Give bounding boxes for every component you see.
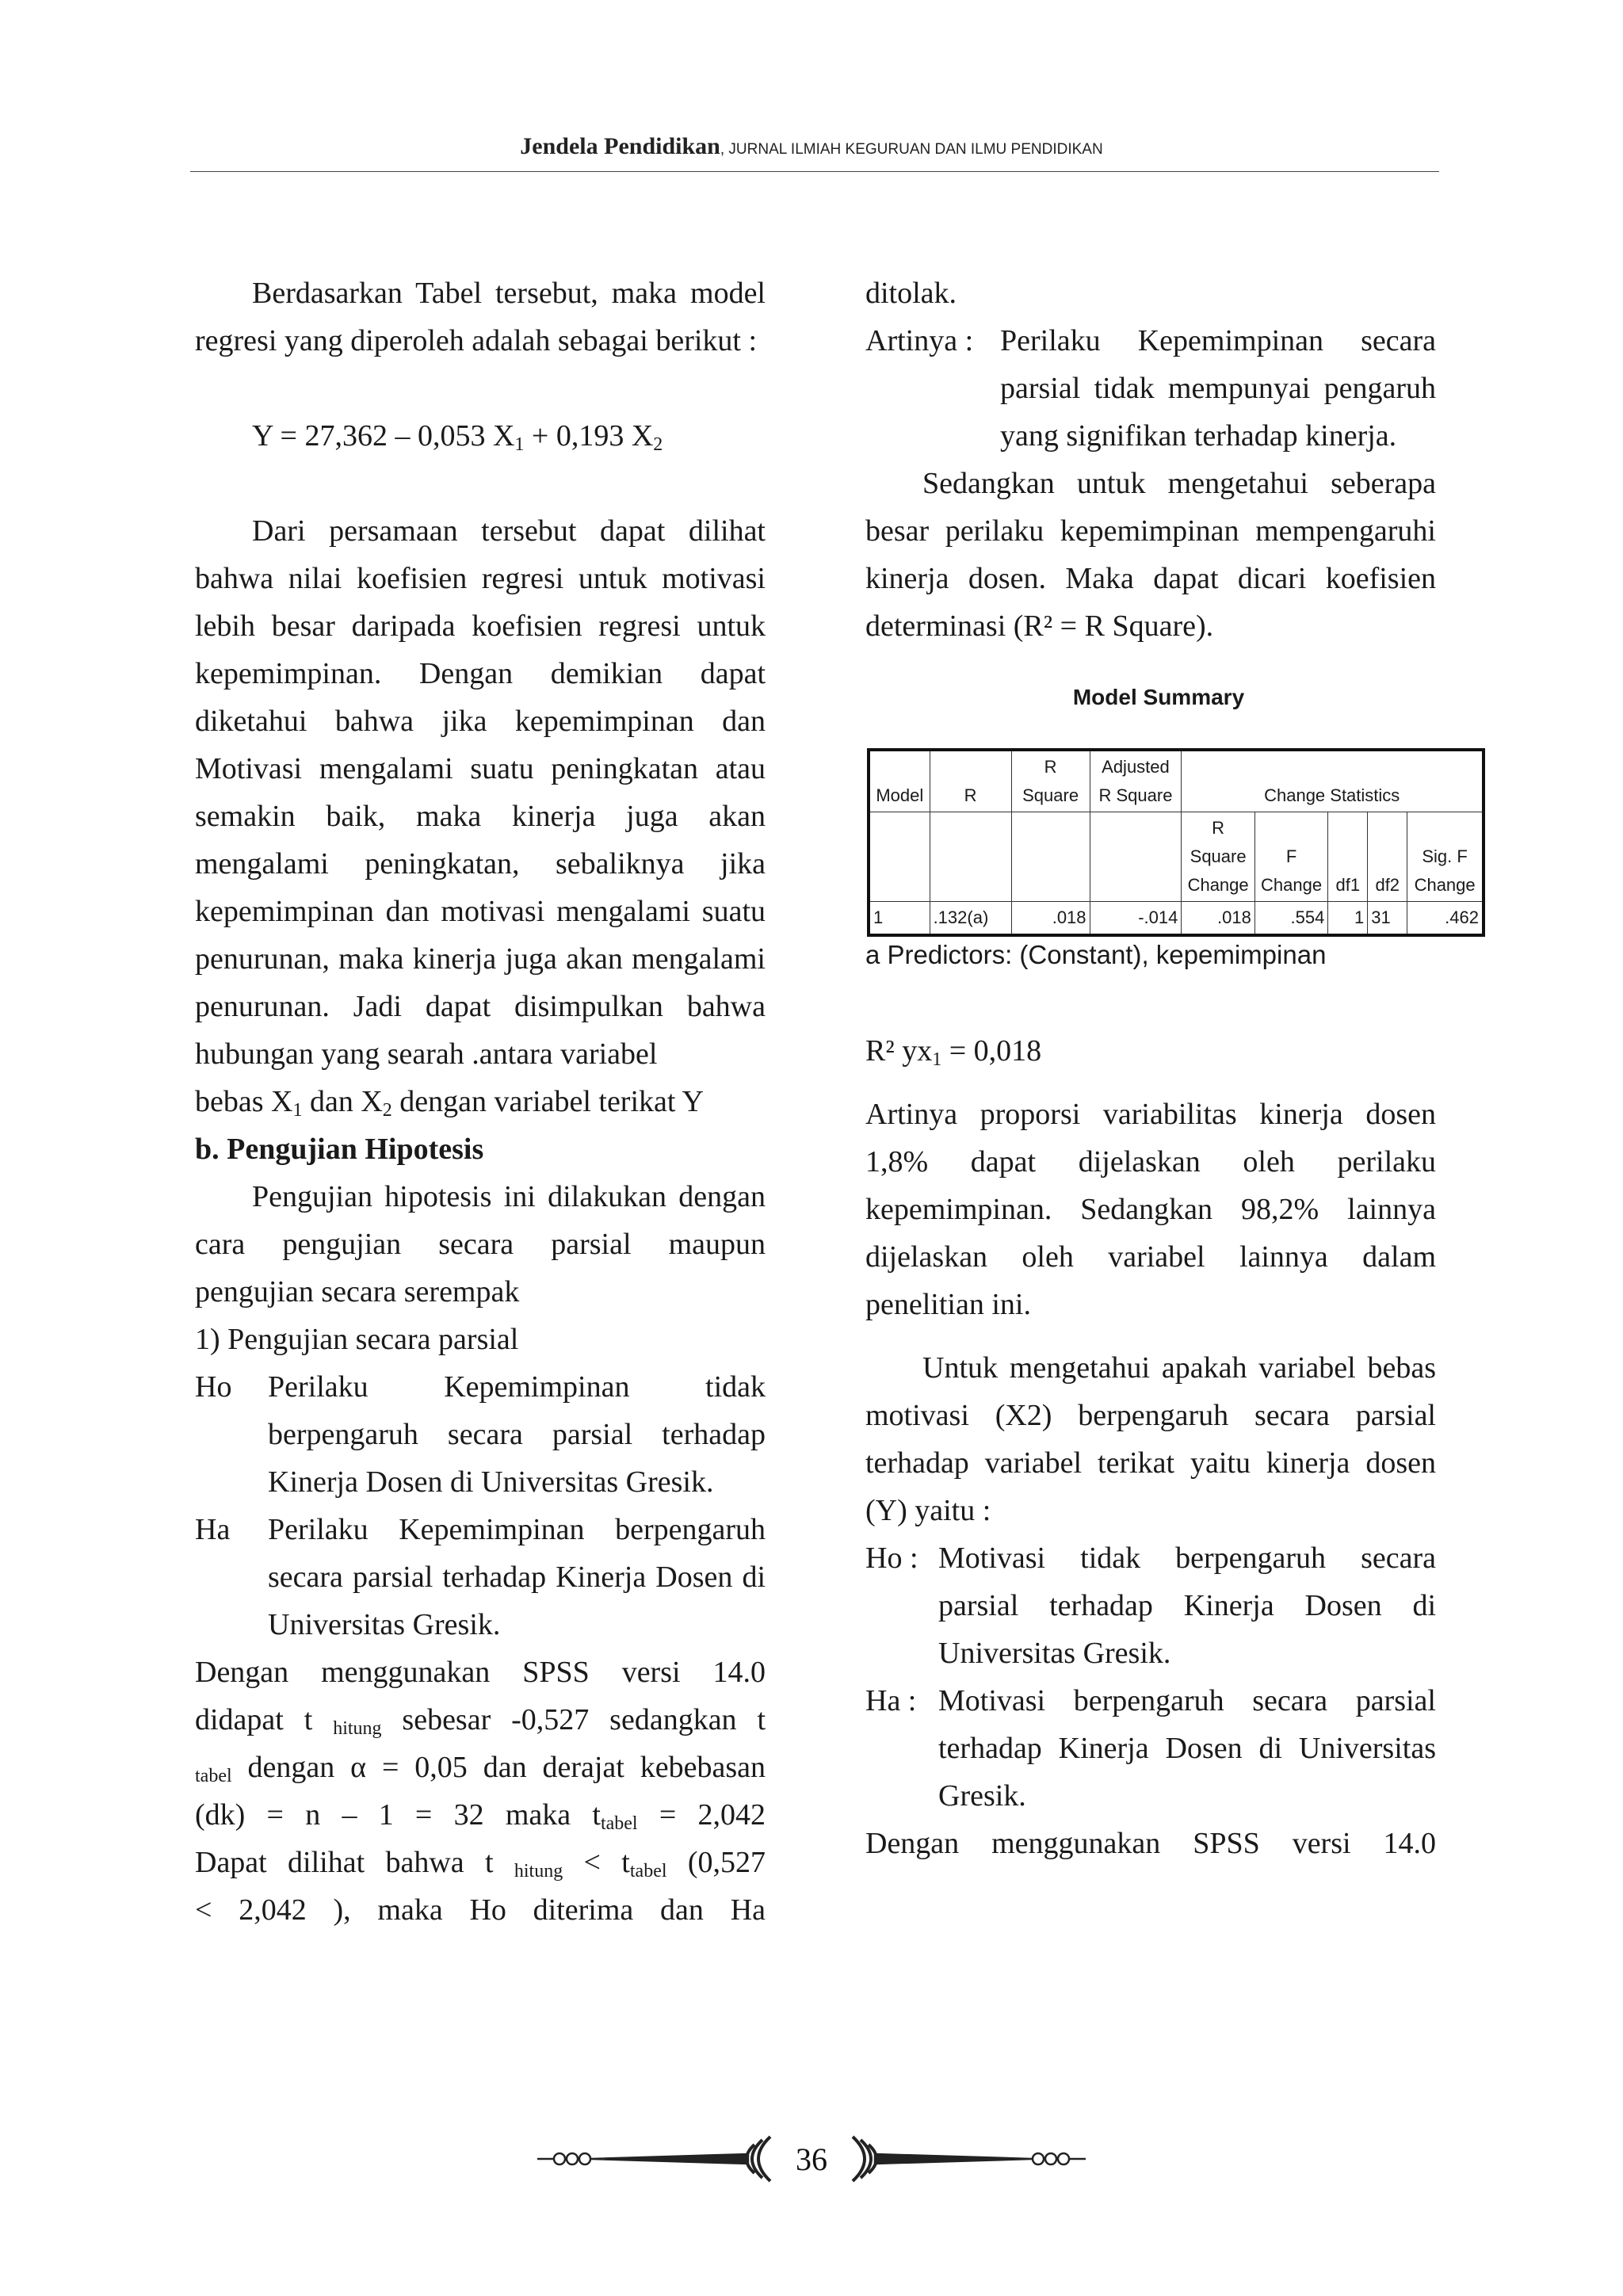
spss-line-1: Dengan menggunakan SPSS versi 14.0 (195, 1656, 766, 1689)
empty-cell (1011, 812, 1090, 902)
ho-label: Ho (195, 1370, 232, 1404)
spacer (865, 713, 1436, 748)
running-header (0, 133, 1623, 160)
table-row (869, 902, 1484, 936)
table-title: Model Summary (1072, 685, 1245, 709)
ho-text: Perilaku Kepemimpinan tidak berpengaruh secara parsial terhadap Kinerja Dosen di Universitas Gresik. (268, 1370, 766, 1499)
ha-text: Perilaku Kepemimpinan berpengaruh secara parsial terhadap Kinerja Dosen di Universitas Gresik. (268, 1513, 766, 1641)
paragraph-proportion: Artinya proporsi variabilitas kinerja dosen 1,8% dapat dijelaskan oleh perilaku kepemimpinan. Sedangkan 98,2% lainnya dijelaskan oleh variabel lainnya dalam penelitian ini. (865, 1098, 1436, 1321)
hypothesis-ha-motivation (865, 1677, 1436, 1820)
paragraph-model-intro: Berdasarkan Tabel tersebut, maka model regresi yang diperoleh adalah sebagai berikut : (195, 277, 766, 357)
empty-cell (869, 812, 930, 902)
ho-text: Motivasi tidak berpengaruh secara parsial terhadap Kinerja Dosen di Universitas Gresik. (938, 1541, 1436, 1670)
ornament-right-icon (853, 2137, 1086, 2181)
spacer (865, 1075, 1436, 1091)
cell-r-square: .018 (1011, 902, 1090, 936)
spss-line-5: Dapat dilihat bahwa t $_{hitung} < t_{tabel}$ (0,527 (195, 1846, 766, 1881)
artinya-label: Artinya : (865, 324, 974, 357)
journal-name: Jendela Pendidikan (520, 133, 720, 159)
table-subheader-row (869, 812, 1484, 902)
spacer (195, 365, 766, 412)
regression-equation: Y = 27,362 – 0,053 $X_1 + 0,193$ $X_2$ (252, 419, 663, 455)
paragraph-hypothesis-intro: Pengujian hipotesis ini dilakukan dengan cara pengujian secara parsial maupun pengujian secara serempak (195, 1180, 766, 1308)
cell-df2: 31 (1368, 902, 1407, 936)
cell-sig-f-change: .462 (1407, 902, 1484, 936)
spss-line-4: (dk) = n – 1 = 32 maka $t_{tabel} = 2,042$ (195, 1798, 766, 1834)
spss-line-6: < 2,042 ), maka Ho diterima dan Ha (195, 1893, 766, 1927)
right-column (865, 269, 1479, 1867)
header-df2: df2 (1368, 812, 1407, 902)
header-change-statistics: Change Statistics (1182, 750, 1484, 812)
spacer (865, 650, 1436, 682)
left-column (195, 269, 766, 1934)
footer-ornament (534, 2127, 1089, 2191)
empty-cell (930, 812, 1011, 902)
list-item-partial-test: 1) Pengujian secara parsial (195, 1323, 519, 1356)
hypothesis-ho-motivation (865, 1534, 1436, 1677)
paragraph-interpretation-end: bebas $X_1$ dan $X_2$ dengan variabel terikat Y (195, 1085, 704, 1121)
paragraph-determination: Sedangkan untuk mengetahui seberapa besar perilaku kepemimpinan mempengaruhi kinerja dosen. Maka dapat dicari koefisien determinasi (R² = R Square). (865, 467, 1436, 643)
spacer (865, 1328, 1436, 1344)
empty-cell (1090, 812, 1182, 902)
paragraph-spss-motivation: Dengan menggunakan SPSS versi 14.0 (865, 1827, 1436, 1860)
header-r: R (930, 750, 1011, 812)
header-adjusted-r-square: Adjusted R Square (1090, 750, 1182, 812)
cell-adjusted-r-square: -.014 (1090, 902, 1182, 936)
spacer (195, 460, 766, 507)
cell-df1: 1 (1328, 902, 1368, 936)
header-model: Model (869, 750, 930, 812)
ha-text: Motivasi berpengaruh secara parsial terhadap Kinerja Dosen di Universitas Gresik. (938, 1684, 1436, 1813)
spss-line-3: $_{tabel}$ dengan α = 0,05 dan derajat kebebasan (195, 1751, 766, 1786)
paragraph-rejected: ditolak. (865, 277, 957, 310)
journal-subtitle: , JURNAL ILMIAH KEGURUAN DAN ILMU PENDIDIKAN (720, 141, 1103, 158)
model-summary-table (867, 748, 1485, 937)
ha-label: Ha : (865, 1684, 917, 1717)
header-df1: df1 (1328, 812, 1368, 902)
section-heading-hypothesis: b. Pengujian Hipotesis (195, 1133, 484, 1166)
table-header-row (869, 750, 1484, 812)
artinya-block (865, 317, 1436, 460)
cell-f-change: .554 (1254, 902, 1327, 936)
header-r-square-change: R Square Change (1182, 812, 1254, 902)
ho-label: Ho : (865, 1541, 918, 1575)
hypothesis-ha (195, 1506, 766, 1648)
paragraph-interpretation: Dari persamaan tersebut dapat dilihat bahwa nilai koefisien regresi untuk motivasi lebih besar daripada koefisien regresi untuk kepemimpinan. Dengan demikian dapat diketahui bahwa jika kepemimpinan dan Motivasi mengalami suatu peningkatan atau semakin baik, maka kinerja juga akan mengalami peningkatan, sebaliknya jika kepemimpinan dan motivasi mengalami suatu penurunan, maka kinerja juga akan mengalami penurunan. Jadi dapat disimpulkan bahwa hubungan yang searah .antara variabel (195, 514, 766, 1071)
spacer (865, 973, 1436, 1027)
page-number: 36 (796, 2141, 827, 2177)
cell-r-square-change: .018 (1182, 902, 1254, 936)
ornament-left-icon (537, 2137, 770, 2181)
paragraph-motivation-test: Untuk mengetahui apakah variabel bebas motivasi (X2) berpengaruh secara parsial terhadap variabel terikat yaitu kinerja dosen (Y) yaitu : (865, 1351, 1436, 1527)
cell-model: 1 (869, 902, 930, 936)
table-footnote: a Predictors: (Constant), kepemimpinan (865, 940, 1327, 969)
spss-line-2: didapat t $_{hitung}$ sebesar -0,527 sedangkan t (195, 1703, 766, 1739)
header-rule (190, 171, 1439, 172)
cell-r: .132(a) (930, 902, 1011, 936)
hypothesis-ho (195, 1363, 766, 1506)
header-r-square: R Square (1011, 750, 1090, 812)
r-square-value: R² $yx_1 = 0,018$ (865, 1034, 1042, 1070)
ha-label: Ha (195, 1513, 231, 1546)
header-sig-f-change: Sig. F Change (1407, 812, 1484, 902)
header-f-change: F Change (1254, 812, 1327, 902)
artinya-text: Perilaku Kepemimpinan secara parsial tidak mempunyai pengaruh yang signifikan terhadap kinerja. (1000, 324, 1436, 453)
